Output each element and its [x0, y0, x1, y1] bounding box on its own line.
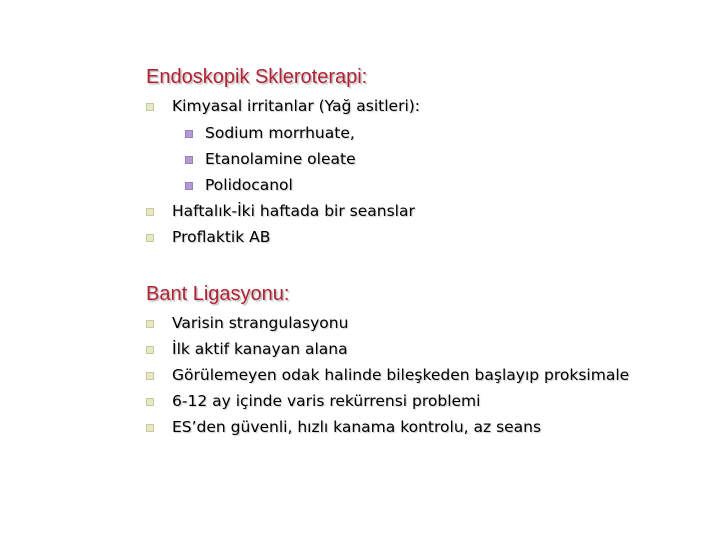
section-heading-bant-ligasyonu: Bant Ligasyonu:	[146, 283, 290, 305]
square-bullet-icon	[146, 320, 154, 328]
list-item-label: Sodium morrhuate,	[205, 124, 355, 142]
list-item	[172, 417, 541, 437]
square-sub-bullet-icon	[185, 156, 193, 164]
list-item	[172, 227, 270, 247]
list-item-label: Polidocanol	[205, 176, 293, 194]
list-item	[172, 96, 420, 116]
section-heading-skleroterapi: Endoskopik Skleroterapi:	[146, 66, 368, 88]
list-item	[172, 339, 348, 359]
list-item-label: ES’den güvenli, hızlı kanama kontrolu, az seans	[172, 418, 542, 436]
square-bullet-icon	[146, 346, 154, 354]
list-item-label: Haftalık-İki haftada bir seanslar	[172, 202, 415, 220]
list-item	[172, 391, 480, 411]
list-item	[205, 149, 356, 169]
square-sub-bullet-icon	[185, 130, 193, 138]
list-item	[172, 313, 348, 333]
square-bullet-icon	[146, 103, 154, 111]
list-item	[172, 201, 415, 221]
square-bullet-icon	[146, 234, 154, 242]
list-item	[172, 365, 629, 385]
list-item-label: İlk aktif kanayan alana	[172, 340, 348, 358]
list-item-label: Kimyasal irritanlar (Yağ asitleri):	[172, 97, 421, 115]
list-item	[205, 175, 293, 195]
list-item-label: Varisin strangulasyonu	[172, 314, 349, 332]
list-item-label: 6-12 ay içinde varis rekürrensi problemi	[172, 392, 481, 410]
square-bullet-icon	[146, 208, 154, 216]
square-bullet-icon	[146, 372, 154, 380]
square-bullet-icon	[146, 398, 154, 406]
list-item-label: Görülemeyen odak halinde bileşkeden başlayıp proksimale	[172, 366, 630, 384]
list-item-label: Proflaktik AB	[172, 228, 271, 246]
list-item	[205, 123, 355, 143]
square-bullet-icon	[146, 424, 154, 432]
list-item-label: Etanolamine oleate	[205, 150, 356, 168]
square-sub-bullet-icon	[185, 182, 193, 190]
